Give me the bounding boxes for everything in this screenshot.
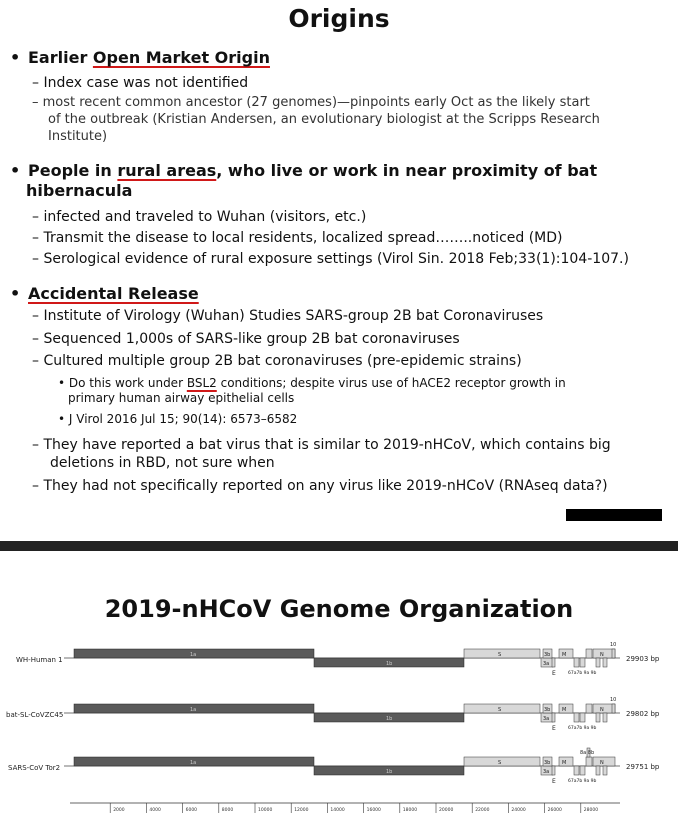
svg-text:E: E: [552, 670, 556, 677]
gene-label: S: [498, 652, 502, 658]
svg-text:3b: 3b: [544, 707, 551, 713]
axis-tick-label: 26000: [547, 808, 562, 813]
genome-length: 29751 bp: [626, 763, 660, 771]
sub-item: – Institute of Virology (Wuhan) Studies SARS-group 2B bat Coronaviruses: [32, 308, 544, 324]
svg-text:E: E: [552, 725, 556, 732]
underlined-term: Accidental Release: [28, 284, 199, 303]
axis-tick-label: 20000: [439, 808, 454, 813]
sub-item: – Sequenced 1,000s of SARS-like group 2B bat coronaviruses: [32, 331, 460, 347]
sub-item-cont: Institute): [48, 129, 108, 144]
axis-tick-label: 28000: [583, 808, 599, 813]
svg-text:S: S: [498, 760, 502, 766]
sub-item: – Index case was not identified: [32, 75, 249, 91]
bullet-dot-icon: •: [10, 48, 21, 67]
svg-text:1b: 1b: [386, 716, 393, 722]
track-label: SARS-CoV Tor2: [8, 764, 61, 772]
s-gene-box: [464, 704, 540, 713]
bullet-dot-icon: •: [10, 161, 21, 180]
sub-item: – Serological evidence of rural exposure settings (Virol Sin. 2018 Feb;33(1):104-107.): [32, 251, 629, 267]
svg-text:N: N: [600, 707, 604, 713]
axis-tick-label: 22000: [475, 808, 490, 813]
axis-tick-label: 14000: [330, 808, 345, 813]
svg-text:10: 10: [610, 697, 617, 703]
axis-tick-label: 24000: [511, 808, 526, 813]
axis-tick-label: 18000: [402, 808, 418, 813]
slide-title: 2019-nHCoV Genome Organization: [104, 595, 574, 623]
sub-item-cont: of the outbreak (Kristian Andersen, an evolutionary biologist at the Scripps Research: [48, 112, 600, 127]
s-gene-box: [464, 757, 540, 766]
svg-text:8a 8b: 8a 8b: [580, 750, 595, 756]
svg-text:1a: 1a: [190, 760, 197, 766]
sub-sub-item-cont: primary human airway epithelial cells: [68, 391, 295, 405]
svg-text:67a7b 9a 9b: 67a7b 9a 9b: [568, 671, 597, 676]
sub-item: – Transmit the disease to local residents, localized spread……..noticed (MD): [32, 230, 563, 246]
bullet-1-heading: • Earlier Open Market Origin: [10, 48, 270, 67]
gene-label: 1a: [190, 652, 197, 658]
sub-item: – infected and traveled to Wuhan (visitors, etc.): [32, 209, 367, 225]
bullet-2-heading-cont: hibernacula: [26, 181, 133, 200]
n-gene-box: [593, 649, 615, 658]
sub-item: – Cultured multiple group 2B bat coronaviruses (pre-epidemic strains): [32, 353, 522, 369]
svg-text:S: S: [498, 707, 502, 713]
bullet-dot-icon: •: [10, 284, 21, 303]
slide-title: Origins: [288, 4, 390, 33]
axis-tick-label: 8000: [221, 808, 234, 813]
svg-text:3b: 3b: [544, 652, 551, 658]
underlined-term: rural areas: [117, 161, 217, 180]
axis-tick-label: 2000: [113, 808, 125, 813]
genome-axis: [70, 803, 620, 813]
svg-text:67a7b 9a 9b: 67a7b 9a 9b: [568, 779, 597, 784]
svg-text:3a: 3a: [543, 769, 550, 775]
svg-text:M: M: [562, 760, 567, 766]
svg-text:3a: 3a: [543, 661, 550, 667]
svg-text:M: M: [562, 652, 567, 658]
s-gene-box: [464, 649, 540, 658]
svg-text:M: M: [562, 707, 567, 713]
svg-text:N: N: [600, 652, 604, 658]
track-label: bat-SL-CoVZC45: [6, 711, 64, 719]
track-bat-sl-covzc45: [6, 697, 660, 732]
svg-text:E: E: [552, 778, 556, 785]
sub-item: – They had not specifically reported on any virus like 2019-nHCoV (RNAseq data?): [32, 478, 608, 494]
redaction-bar: [566, 509, 662, 521]
track-label: WH-Human 1: [16, 656, 63, 664]
axis-tick-label: 6000: [185, 808, 198, 813]
sub-item: – most recent common ancestor (27 genomes)—pinpoints early Oct as the likely start: [32, 95, 590, 110]
bullet-2-heading: • People in rural areas, who live or work in near proximity of bat: [10, 161, 598, 180]
genome-length: 29903 bp: [626, 655, 660, 663]
gene-label: 1b: [386, 661, 393, 667]
underlined-term: Open Market Origin: [92, 48, 270, 67]
axis-tick-label: 10000: [258, 808, 273, 813]
slide-genome-organization: [0, 551, 678, 815]
svg-text:3b: 3b: [544, 760, 551, 766]
e-gene-box: [552, 658, 555, 667]
axis-tick-label: 4000: [149, 808, 161, 813]
track-wh-human-1: [16, 642, 660, 677]
sub-sub-item: • J Virol 2016 Jul 15; 90(14): 6573–6582: [58, 412, 298, 426]
axis-tick-label: 12000: [294, 808, 309, 813]
genome-length: 29802 bp: [626, 710, 660, 718]
slide-separator: [0, 541, 678, 551]
sub-sub-item: • Do this work under BSL2 conditions; despite virus use of hACE2 receptor growth in: [58, 376, 566, 390]
bullet-3-heading: [10, 284, 199, 303]
genome-diagram: [0, 551, 678, 815]
svg-text:3a: 3a: [543, 716, 550, 722]
svg-text:10: 10: [610, 642, 617, 648]
sub-item: – They have reported a bat virus that is similar to 2019-nHCoV, which contains big: [32, 437, 611, 453]
sub-item-cont: deletions in RBD, not sure when: [50, 455, 275, 471]
svg-text:67a7b 9a 9b: 67a7b 9a 9b: [568, 726, 597, 731]
underlined-term: BSL2: [186, 376, 217, 390]
svg-text:1a: 1a: [190, 707, 197, 713]
axis-tick-label: 16000: [366, 808, 381, 813]
svg-text:1b: 1b: [386, 769, 393, 775]
svg-text:N: N: [600, 760, 604, 766]
track-sars-cov-tor2: [8, 748, 660, 785]
